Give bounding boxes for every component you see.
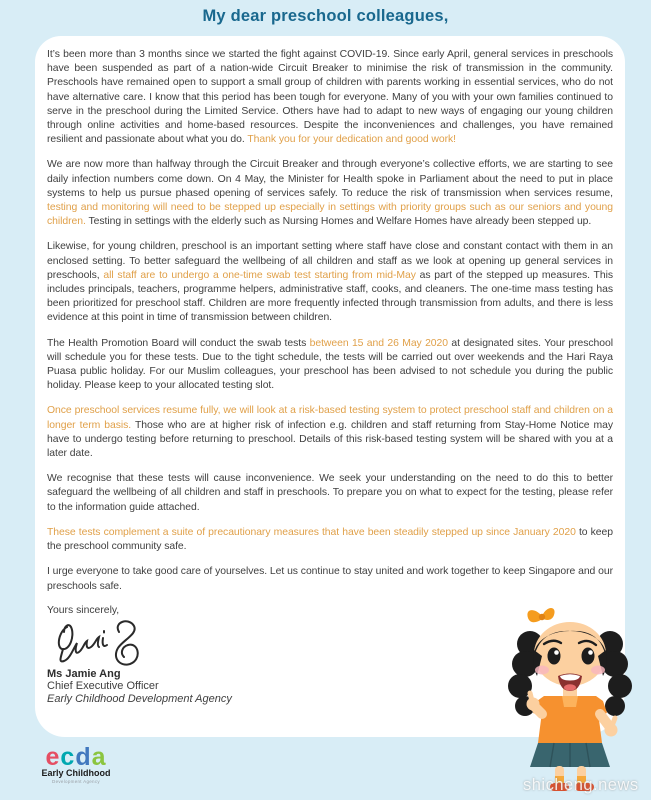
ecda-logo <box>16 744 136 784</box>
ecda-logo-letters <box>16 744 136 770</box>
closing-salutation: Yours sincerely, <box>47 604 120 616</box>
paragraph <box>47 565 613 593</box>
signer-role: Chief Executive Officer <box>47 680 159 693</box>
text-segment: Those who are at higher risk of infection e.g. children and staff returning from Stay-Home Notice may have to undergo testing before returning to preschool. Details of this risk-based testing system will be shared with you at a later date. <box>47 419 613 460</box>
text-segment: We are now more than halfway through the Circuit Breaker and through everyone’s collective efforts, we are starting to see daily infection numbers come down. On 4 May, the Minister for Health spoke in Parliament about the need to put in place systems to help us pursue phased opening of services safely. To reduce the risk of transmission when services resume, <box>47 159 613 199</box>
highlighted-text: Thank you for your dedication and good work! <box>247 134 457 146</box>
highlighted-text: testing and monitoring will need to be stepped up especially in settings with priority groups such as our seniors and young children. <box>47 202 613 228</box>
paragraph <box>47 404 613 461</box>
letter-body <box>47 48 613 594</box>
text-segment: We recognise that these tests will cause inconvenience. We seek your understanding on the need to do this to better safeguard the wellbeing of all children and staff in preschools. To prepare you on what to expect for the testing, please refer to the information guide attached. <box>47 473 613 513</box>
signer-organization: Early Childhood Development Agency <box>47 692 232 705</box>
ecda-logo-line1: Early Childhood <box>41 768 111 778</box>
page-title: My dear preschool colleagues, <box>202 7 449 25</box>
paragraph <box>47 158 613 229</box>
paragraph <box>47 48 613 147</box>
paragraph <box>47 337 613 394</box>
hair-bow-icon <box>527 608 554 622</box>
highlighted-text: between 15 and 26 May 2020 <box>309 337 448 349</box>
signature <box>51 619 161 667</box>
paragraph <box>47 526 613 554</box>
ecda-logo-letter: e <box>45 743 61 771</box>
ecda-logo-letter: c <box>60 743 76 771</box>
signer-name: Ms Jamie Ang <box>47 667 121 680</box>
text-segment: I urge everyone to take good care of yourselves. Let us continue to stay united and work together to keep Singapore and our preschools safe. <box>47 566 613 592</box>
text-segment: as part of the stepped up measures. This includes principals, teachers, programme helpers, administrative staff, cooks, and cleaners. The one-time mass testing has been prioritized for preschool staff. Children are more frequently infected through transmission from adults, and there is less evidence at this point in time of transmission between children. <box>47 269 613 324</box>
paragraph <box>47 472 613 515</box>
highlighted-text: all staff are to undergo a one-time swab test starting from mid-May <box>103 269 416 281</box>
ecda-logo-letter: d <box>75 743 92 771</box>
highlighted-text: These tests complement a suite of precautionary measures that have been steadily stepped up since January 2020 <box>47 526 576 538</box>
text-segment: to keep the preschool community safe. <box>47 526 613 553</box>
text-segment: Likewise, for young children, preschool is an important setting where staff have close and constant contact with them in an enclosed setting. To better safeguard the wellbeing of all children and staff as we look at opening up general services in preschools, <box>47 241 613 281</box>
ecda-logo-line2: Development Agency <box>52 779 100 784</box>
paragraph <box>47 240 613 325</box>
highlighted-text: Once preschool services resume fully, we will look at a risk-based testing system to protect preschool staff and children on a longer term basis. <box>47 405 613 431</box>
text-segment: Testing in settings with the elderly such as Nursing Homes and Welfare Homes have already been stepped up. <box>85 216 592 228</box>
watermark: shicheng.news <box>523 776 639 794</box>
girl-illustration <box>492 600 644 792</box>
ecda-logo-letter: a <box>91 743 107 771</box>
text-segment: at designated sites. Your preschool will schedule you for these tests. Due to the tight schedule, the tests will be carried out over weekends and the Hari Raya Puasa public holiday. For our Muslim colleagues, your preschool has been advised to not schedule you during the public holiday. Please keep to your allocated testing slot. <box>47 337 613 392</box>
text-segment: The Health Promotion Board will conduct the swab tests <box>47 337 310 349</box>
text-segment: It’s been more than 3 months since we started the fight against COVID-19. Since early April, general services in preschools have been suspended as part of a nation-wide Circuit Breaker to minimise the risk of transmission in the community. Preschools have remained open to support a small group of children with parents working in essential services, who do not have alternative care. I know that this period has been tough for everyone. Many of you with your own families continued to serve in the preschool during the Limited Service. Others have had to adapt to new ways of engaging our young children through online activities and home-based resources. Despite the inconveniences and challenges, you have remained resilient and passionate about what you do. <box>47 49 613 146</box>
